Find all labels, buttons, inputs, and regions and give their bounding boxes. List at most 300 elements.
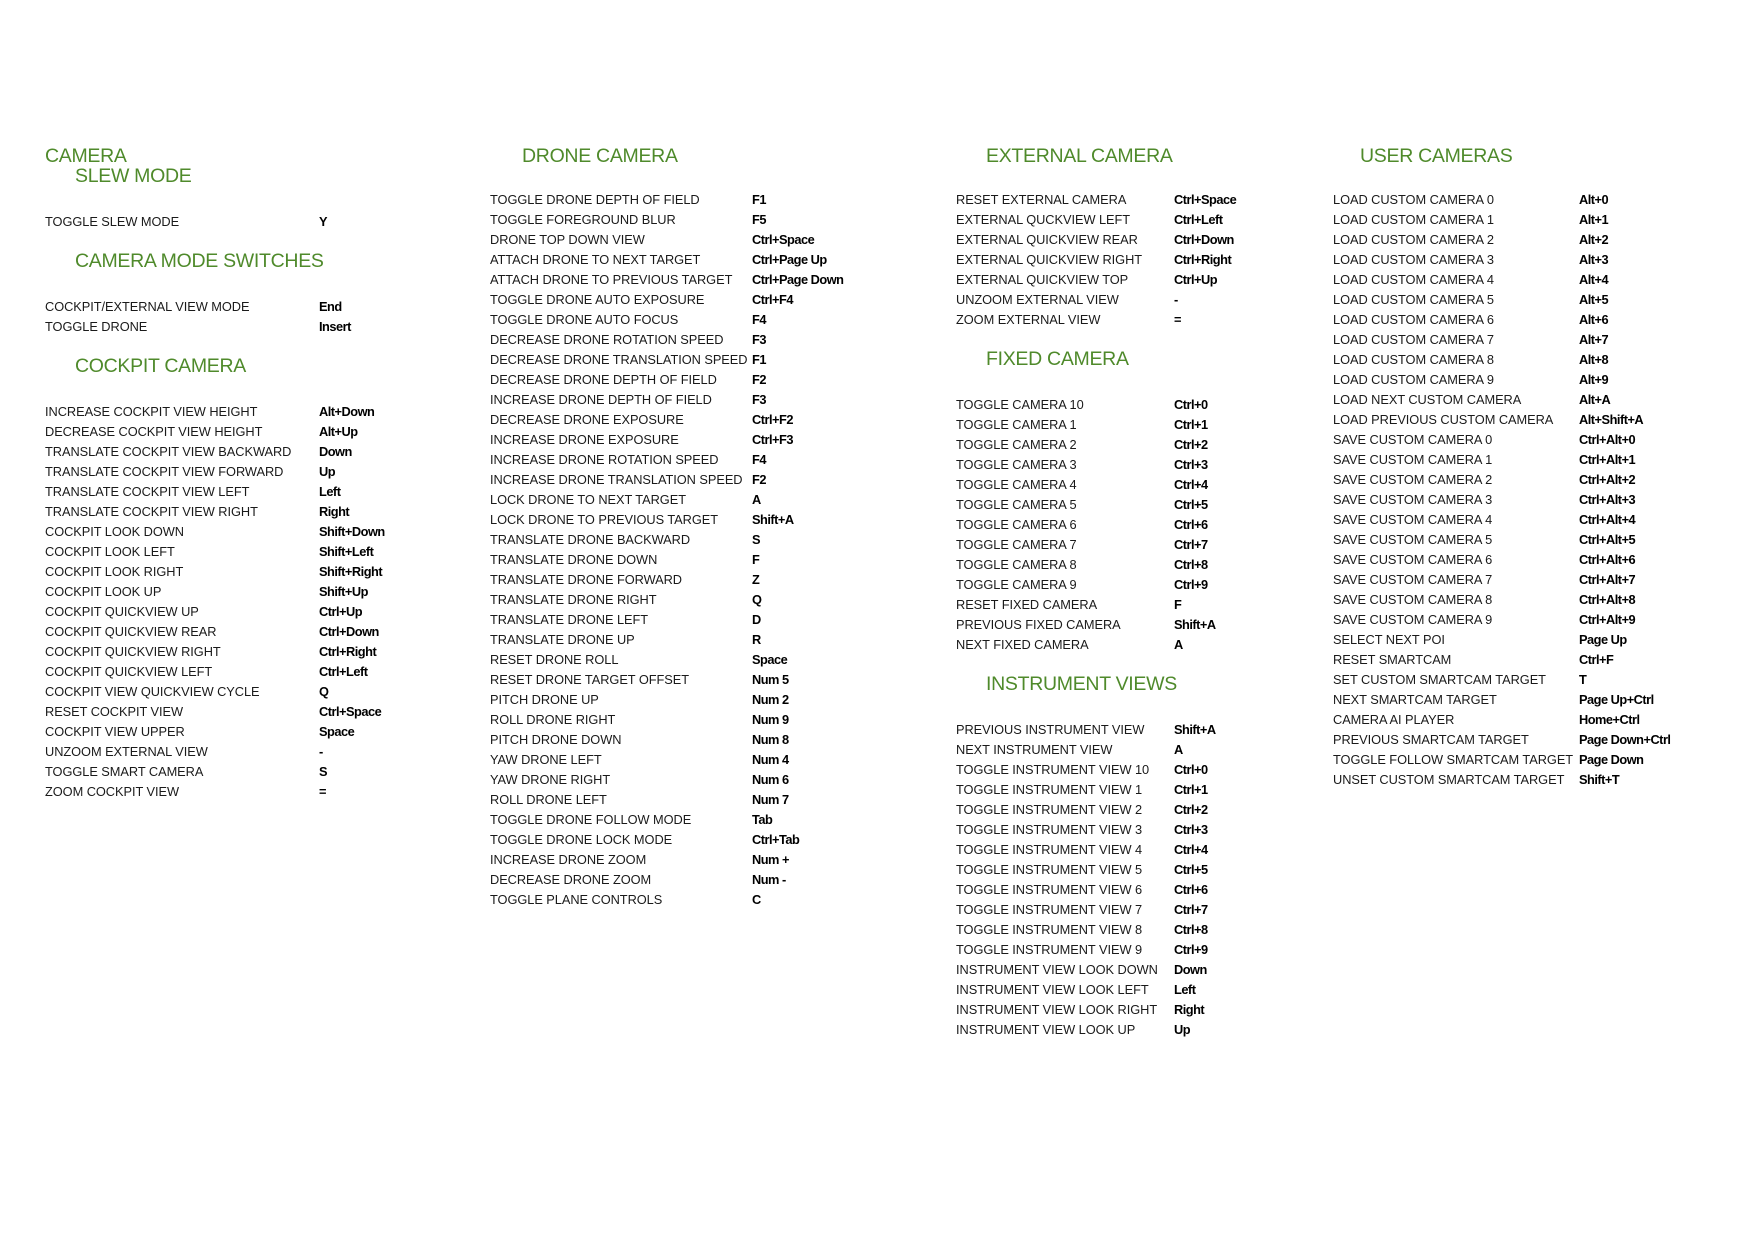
shortcut-action: INCREASE DRONE ZOOM [490,852,647,867]
shortcut-row [45,212,385,232]
shortcut-action: INCREASE DRONE ROTATION SPEED [490,452,719,467]
shortcut-row [1333,610,1670,630]
shortcut-key: Ctrl+7 [1174,537,1208,552]
shortcut-row [956,720,1236,740]
shortcut-row [1333,190,1670,210]
shortcut-action: INCREASE COCKPIT VIEW HEIGHT [45,404,258,419]
shortcut-row [956,820,1236,840]
shortcut-action: LOAD CUSTOM CAMERA 5 [1333,292,1494,307]
section-cockpit-camera [45,356,385,802]
shortcut-row [956,250,1236,270]
shortcut-action: TOGGLE DRONE [45,319,148,334]
shortcut-row [45,482,385,502]
shortcut-key: Ctrl+Page Up [752,252,827,267]
section-fixed-camera [956,349,1236,655]
section-slew-mode [45,146,385,232]
shortcut-row [45,662,385,682]
shortcut-key: D [752,612,761,627]
shortcut-key: Space [319,724,355,739]
shortcut-action: DECREASE DRONE EXPOSURE [490,412,684,427]
shortcut-action: RESET EXTERNAL CAMERA [956,192,1127,207]
shortcut-key: Ctrl+0 [1174,397,1208,412]
shortcut-action: LOAD CUSTOM CAMERA 7 [1333,332,1494,347]
shortcut-row [956,575,1236,595]
shortcut-key: C [752,892,761,907]
shortcut-key: Ctrl+Right [1174,252,1232,267]
shortcut-row [45,422,385,442]
shortcut-action: COCKPIT QUICKVIEW REAR [45,624,217,639]
shortcut-row [956,760,1236,780]
shortcut-key: Space [752,652,788,667]
shortcut-row [45,702,385,722]
shortcut-action: PREVIOUS SMARTCAM TARGET [1333,732,1529,747]
shortcut-key: Ctrl+Down [319,624,379,639]
shortcut-row [490,430,843,450]
shortcut-key: Num 6 [752,772,789,787]
shortcut-action: INCREASE DRONE DEPTH OF FIELD [490,392,712,407]
shortcut-key: Alt+4 [1579,272,1609,287]
shortcut-action: LOAD PREVIOUS CUSTOM CAMERA [1333,412,1554,427]
shortcut-row [490,350,843,370]
shortcut-key: Ctrl+9 [1174,577,1208,592]
shortcut-action: TOGGLE CAMERA 4 [956,477,1077,492]
shortcut-key: Q [752,592,762,607]
shortcut-action: DECREASE COCKPIT VIEW HEIGHT [45,424,263,439]
shortcut-key: Q [319,684,329,699]
shortcut-action: TOGGLE DRONE DEPTH OF FIELD [490,192,700,207]
shortcut-action: RESET DRONE ROLL [490,652,619,667]
shortcut-key: Ctrl+Alt+3 [1579,492,1636,507]
shortcut-row [490,490,843,510]
shortcut-key: Ctrl+5 [1174,862,1208,877]
shortcut-key: Ctrl+1 [1174,417,1208,432]
shortcut-key: S [319,764,328,779]
shortcut-key: Alt+9 [1579,372,1609,387]
shortcut-row [956,635,1236,655]
shortcut-key: Ctrl+6 [1174,517,1208,532]
shortcut-list [956,720,1236,1040]
shortcut-action: COCKPIT VIEW QUICKVIEW CYCLE [45,684,260,699]
shortcut-row [490,810,843,830]
shortcut-row [490,790,843,810]
shortcut-action: LOCK DRONE TO NEXT TARGET [490,492,686,507]
shortcut-key: Ctrl+2 [1174,802,1208,817]
shortcut-row [490,390,843,410]
shortcut-action: TRANSLATE DRONE BACKWARD [490,532,691,547]
shortcut-key: = [319,784,326,799]
shortcut-key: Shift+T [1579,772,1620,787]
shortcut-row [490,550,843,570]
shortcut-row [956,615,1236,635]
shortcut-action: TRANSLATE DRONE LEFT [490,612,649,627]
shortcut-key: Shift+A [1174,617,1216,632]
shortcut-action: TOGGLE DRONE LOCK MODE [490,832,673,847]
shortcut-key: Ctrl+6 [1174,882,1208,897]
shortcut-key: Alt+7 [1579,332,1609,347]
shortcut-key: Alt+1 [1579,212,1609,227]
shortcut-key: Ctrl+Alt+9 [1579,612,1636,627]
shortcut-action: INSTRUMENT VIEW LOOK LEFT [956,982,1149,997]
shortcut-row [45,642,385,662]
shortcut-key: Alt+2 [1579,232,1609,247]
shortcut-row [1333,250,1670,270]
shortcut-action: TOGGLE DRONE FOLLOW MODE [490,812,692,827]
shortcut-action: LOAD CUSTOM CAMERA 9 [1333,372,1494,387]
shortcut-action: COCKPIT/EXTERNAL VIEW MODE [45,299,250,314]
shortcut-row [1333,350,1670,370]
shortcut-action: SET CUSTOM SMARTCAM TARGET [1333,672,1546,687]
shortcut-key: Ctrl+1 [1174,782,1208,797]
shortcut-row [956,210,1236,230]
shortcut-key: Shift+Up [319,584,368,599]
shortcut-key: Ctrl+9 [1174,942,1208,957]
shortcut-action: TRANSLATE COCKPIT VIEW RIGHT [45,504,258,519]
shortcut-key: F2 [752,472,766,487]
shortcut-key: Ctrl+Tab [752,832,800,847]
section-title-external-camera: EXTERNAL CAMERA [986,145,1173,167]
shortcut-row [956,495,1236,515]
shortcut-action: TRANSLATE DRONE FORWARD [490,572,683,587]
shortcut-key: Page Down+Ctrl [1579,732,1671,747]
shortcut-action: LOAD CUSTOM CAMERA 6 [1333,312,1494,327]
shortcut-key: F4 [752,452,766,467]
shortcut-key: Shift+Right [319,564,383,579]
shortcut-action: TOGGLE CAMERA 1 [956,417,1077,432]
column-external-camera [956,146,1236,1040]
shortcut-key: Alt+A [1579,392,1611,407]
shortcut-key: Page Up [1579,632,1627,647]
shortcut-action: COCKPIT LOOK DOWN [45,524,184,539]
shortcut-action: SAVE CUSTOM CAMERA 7 [1333,572,1493,587]
shortcut-key: Left [319,484,341,499]
column-camera [45,146,385,802]
shortcut-action: COCKPIT LOOK RIGHT [45,564,184,579]
shortcut-action: TOGGLE CAMERA 3 [956,457,1077,472]
shortcut-action: SAVE CUSTOM CAMERA 3 [1333,492,1493,507]
shortcut-action: TOGGLE INSTRUMENT VIEW 2 [956,802,1143,817]
shortcut-row [1333,490,1670,510]
shortcut-action: TOGGLE CAMERA 8 [956,557,1077,572]
shortcut-key: F2 [752,372,766,387]
shortcut-list [45,212,385,232]
shortcut-row [1333,770,1670,790]
shortcut-action: SAVE CUSTOM CAMERA 0 [1333,432,1493,447]
shortcut-action: PREVIOUS FIXED CAMERA [956,617,1121,632]
shortcut-action: DECREASE DRONE TRANSLATION SPEED [490,352,748,367]
shortcut-action: SAVE CUSTOM CAMERA 6 [1333,552,1493,567]
shortcut-action: UNZOOM EXTERNAL VIEW [45,744,208,759]
shortcut-action: TRANSLATE DRONE UP [490,632,635,647]
shortcut-action: TRANSLATE DRONE RIGHT [490,592,657,607]
shortcut-row [1333,470,1670,490]
shortcut-action: EXTERNAL QUICKVIEW REAR [956,232,1138,247]
shortcut-row [45,782,385,802]
shortcut-action: TOGGLE PLANE CONTROLS [490,892,663,907]
shortcut-row [1333,690,1670,710]
shortcut-row [490,770,843,790]
shortcut-key: Ctrl+Space [1174,192,1237,207]
shortcut-key: - [319,744,323,759]
shortcut-action: TOGGLE CAMERA 10 [956,397,1084,412]
shortcut-action: SAVE CUSTOM CAMERA 2 [1333,472,1493,487]
shortcut-row [45,522,385,542]
shortcut-row [490,510,843,530]
shortcut-row [490,570,843,590]
shortcut-action: PITCH DRONE DOWN [490,732,622,747]
shortcut-key: Up [1174,1022,1191,1037]
shortcut-action: EXTERNAL QUICKVIEW TOP [956,272,1129,287]
shortcut-key: Right [1174,1002,1205,1017]
shortcut-key: T [1579,672,1587,687]
shortcut-list [490,190,843,910]
shortcut-row [490,470,843,490]
shortcut-list [956,395,1236,655]
shortcut-row [45,542,385,562]
shortcut-action: LOAD CUSTOM CAMERA 0 [1333,192,1494,207]
shortcut-list [45,402,385,802]
shortcut-key: Right [319,504,350,519]
shortcut-key: S [752,532,761,547]
shortcut-row [956,860,1236,880]
shortcut-action: COCKPIT QUICKVIEW RIGHT [45,644,221,659]
shortcut-key: Alt+Up [319,424,358,439]
shortcut-key: Alt+0 [1579,192,1609,207]
shortcut-row [956,940,1236,960]
shortcut-action: TOGGLE SLEW MODE [45,214,180,229]
shortcut-key: F5 [752,212,766,227]
shortcut-key: F [752,552,760,567]
shortcut-key: A [1174,742,1183,757]
shortcut-row [45,622,385,642]
shortcut-row [956,230,1236,250]
shortcut-row [956,800,1236,820]
shortcut-row [1333,310,1670,330]
shortcut-key: Ctrl+F3 [752,432,793,447]
shortcut-row [490,330,843,350]
shortcut-key: F4 [752,312,766,327]
shortcut-action: UNSET CUSTOM SMARTCAM TARGET [1333,772,1565,787]
shortcut-key: Ctrl+Alt+4 [1579,512,1636,527]
shortcut-key: Ctrl+Space [319,704,382,719]
shortcut-row [956,900,1236,920]
shortcut-row [1333,450,1670,470]
shortcut-key: Shift+A [1174,722,1216,737]
shortcut-action: SAVE CUSTOM CAMERA 5 [1333,532,1493,547]
shortcut-action: SELECT NEXT POI [1333,632,1445,647]
shortcut-key: Ctrl+Right [319,644,377,659]
shortcut-row [45,582,385,602]
shortcut-action: DECREASE DRONE DEPTH OF FIELD [490,372,717,387]
shortcut-key: Ctrl+F [1579,652,1614,667]
shortcut-key: Alt+5 [1579,292,1609,307]
shortcut-action: LOAD CUSTOM CAMERA 1 [1333,212,1494,227]
shortcut-action: LOCK DRONE TO PREVIOUS TARGET [490,512,718,527]
shortcut-row [956,1000,1236,1020]
shortcut-action: TOGGLE CAMERA 5 [956,497,1077,512]
shortcut-key: F1 [752,352,766,367]
shortcut-row [490,870,843,890]
shortcut-action: DECREASE DRONE ZOOM [490,872,652,887]
shortcut-action: RESET FIXED CAMERA [956,597,1098,612]
shortcut-key: Ctrl+Alt+8 [1579,592,1636,607]
shortcut-key: Ctrl+Alt+5 [1579,532,1636,547]
column-drone-camera [490,146,843,910]
shortcut-action: CAMERA AI PLAYER [1333,712,1455,727]
shortcut-row [45,602,385,622]
shortcut-row [1333,290,1670,310]
shortcut-key: F [1174,597,1182,612]
shortcut-row [1333,230,1670,250]
shortcut-action: NEXT INSTRUMENT VIEW [956,742,1113,757]
shortcut-action: TOGGLE INSTRUMENT VIEW 8 [956,922,1143,937]
shortcut-row [490,190,843,210]
shortcut-action: TOGGLE CAMERA 6 [956,517,1077,532]
shortcut-list [956,190,1236,330]
shortcut-key: Ctrl+Left [319,664,368,679]
shortcut-key: Home+Ctrl [1579,712,1640,727]
shortcut-key: Ctrl+Space [752,232,815,247]
shortcut-key: Ctrl+F2 [752,412,793,427]
shortcut-key: Ctrl+Alt+0 [1579,432,1636,447]
shortcut-row [490,730,843,750]
shortcut-key: F3 [752,392,766,407]
shortcut-row [956,395,1236,415]
shortcut-row [956,960,1236,980]
shortcut-action: PITCH DRONE UP [490,692,599,707]
shortcut-row [490,290,843,310]
shortcut-row [956,290,1236,310]
section-title-user-cameras: USER CAMERAS [1360,145,1513,167]
shortcut-action: ZOOM EXTERNAL VIEW [956,312,1101,327]
shortcut-action: COCKPIT LOOK LEFT [45,544,175,559]
shortcut-key: F3 [752,332,766,347]
section-external-camera [956,146,1236,330]
shortcut-row [1333,750,1670,770]
shortcut-action: LOAD NEXT CUSTOM CAMERA [1333,392,1522,407]
shortcut-action: ROLL DRONE RIGHT [490,712,616,727]
shortcut-row [1333,730,1670,750]
shortcut-action: EXTERNAL QUCKVIEW LEFT [956,212,1131,227]
shortcut-action: LOAD CUSTOM CAMERA 8 [1333,352,1494,367]
shortcut-key: Ctrl+Down [1174,232,1234,247]
shortcut-action: TOGGLE INSTRUMENT VIEW 6 [956,882,1143,897]
shortcut-action: TOGGLE SMART CAMERA [45,764,204,779]
shortcut-row [1333,270,1670,290]
shortcut-key: Alt+8 [1579,352,1609,367]
column-user-cameras [1333,146,1670,790]
shortcut-key: Y [319,214,328,229]
shortcut-key: - [1174,292,1178,307]
shortcut-key: Ctrl+2 [1174,437,1208,452]
shortcut-action: TOGGLE INSTRUMENT VIEW 7 [956,902,1143,917]
shortcut-key: Alt+3 [1579,252,1609,267]
shortcut-row [1333,330,1670,350]
shortcut-action: TRANSLATE DRONE DOWN [490,552,658,567]
shortcut-row [956,780,1236,800]
shortcut-key: Ctrl+Up [319,604,363,619]
shortcut-action: COCKPIT QUICKVIEW LEFT [45,664,213,679]
shortcut-row [45,722,385,742]
shortcut-action: YAW DRONE LEFT [490,752,602,767]
shortcut-key: Ctrl+4 [1174,842,1208,857]
shortcut-row [45,682,385,702]
section-subtitle-slew-mode: SLEW MODE [75,165,192,187]
shortcut-action: TOGGLE CAMERA 7 [956,537,1077,552]
section-camera-mode-switches [45,251,385,337]
shortcut-row [956,270,1236,290]
shortcut-action: TOGGLE DRONE AUTO FOCUS [490,312,679,327]
shortcut-row [490,630,843,650]
shortcut-row [1333,370,1670,390]
shortcut-row [45,742,385,762]
shortcut-row [956,880,1236,900]
shortcut-key: Ctrl+Alt+1 [1579,452,1636,467]
shortcut-key: Up [319,464,336,479]
shortcut-key: Tab [752,812,773,827]
section-title-fixed-camera: FIXED CAMERA [986,348,1129,370]
shortcut-action: SAVE CUSTOM CAMERA 4 [1333,512,1493,527]
shortcut-key: Num 9 [752,712,789,727]
section-title-instrument-views: INSTRUMENT VIEWS [986,673,1177,695]
shortcut-row [956,840,1236,860]
shortcut-list [1333,190,1670,790]
shortcut-action: INSTRUMENT VIEW LOOK DOWN [956,962,1158,977]
shortcut-key: Alt+6 [1579,312,1609,327]
shortcut-action: INSTRUMENT VIEW LOOK RIGHT [956,1002,1158,1017]
shortcut-action: TOGGLE CAMERA 9 [956,577,1077,592]
shortcut-row [45,562,385,582]
shortcut-action: ROLL DRONE LEFT [490,792,607,807]
shortcut-action: YAW DRONE RIGHT [490,772,611,787]
shortcut-key: Page Up+Ctrl [1579,692,1654,707]
shortcut-action: INCREASE DRONE EXPOSURE [490,432,679,447]
shortcut-action: TOGGLE INSTRUMENT VIEW 1 [956,782,1143,797]
shortcut-row [956,555,1236,575]
shortcut-key: Ctrl+Alt+7 [1579,572,1636,587]
shortcut-action: TOGGLE FOREGROUND BLUR [490,212,676,227]
shortcut-key: Down [1174,962,1207,977]
shortcut-key: Ctrl+4 [1174,477,1208,492]
shortcut-row [490,310,843,330]
shortcut-action: TOGGLE INSTRUMENT VIEW 5 [956,862,1143,877]
shortcut-row [490,830,843,850]
shortcut-action: TRANSLATE COCKPIT VIEW BACKWARD [45,444,292,459]
shortcut-key: A [1174,637,1183,652]
shortcut-key: Ctrl+3 [1174,822,1208,837]
shortcut-key: Shift+Down [319,524,385,539]
shortcut-key: = [1174,312,1181,327]
shortcut-action: RESET DRONE TARGET OFFSET [490,672,690,687]
shortcut-action: SAVE CUSTOM CAMERA 1 [1333,452,1493,467]
shortcut-row [956,1020,1236,1040]
shortcut-key: Ctrl+8 [1174,922,1208,937]
shortcut-row [45,442,385,462]
shortcut-row [490,750,843,770]
shortcut-key: Ctrl+Page Down [752,272,844,287]
shortcut-key: Ctrl+Left [1174,212,1223,227]
shortcut-row [1333,530,1670,550]
shortcut-key: Num + [752,852,789,867]
shortcut-key: Num - [752,872,786,887]
shortcut-row [1333,390,1670,410]
shortcut-row [956,515,1236,535]
shortcut-key: Ctrl+8 [1174,557,1208,572]
shortcut-key: F1 [752,192,766,207]
shortcut-action: SAVE CUSTOM CAMERA 9 [1333,612,1493,627]
shortcut-action: INCREASE DRONE TRANSLATION SPEED [490,472,743,487]
section-title-camera: CAMERA [45,145,127,167]
shortcut-action: DECREASE DRONE ROTATION SPEED [490,332,724,347]
